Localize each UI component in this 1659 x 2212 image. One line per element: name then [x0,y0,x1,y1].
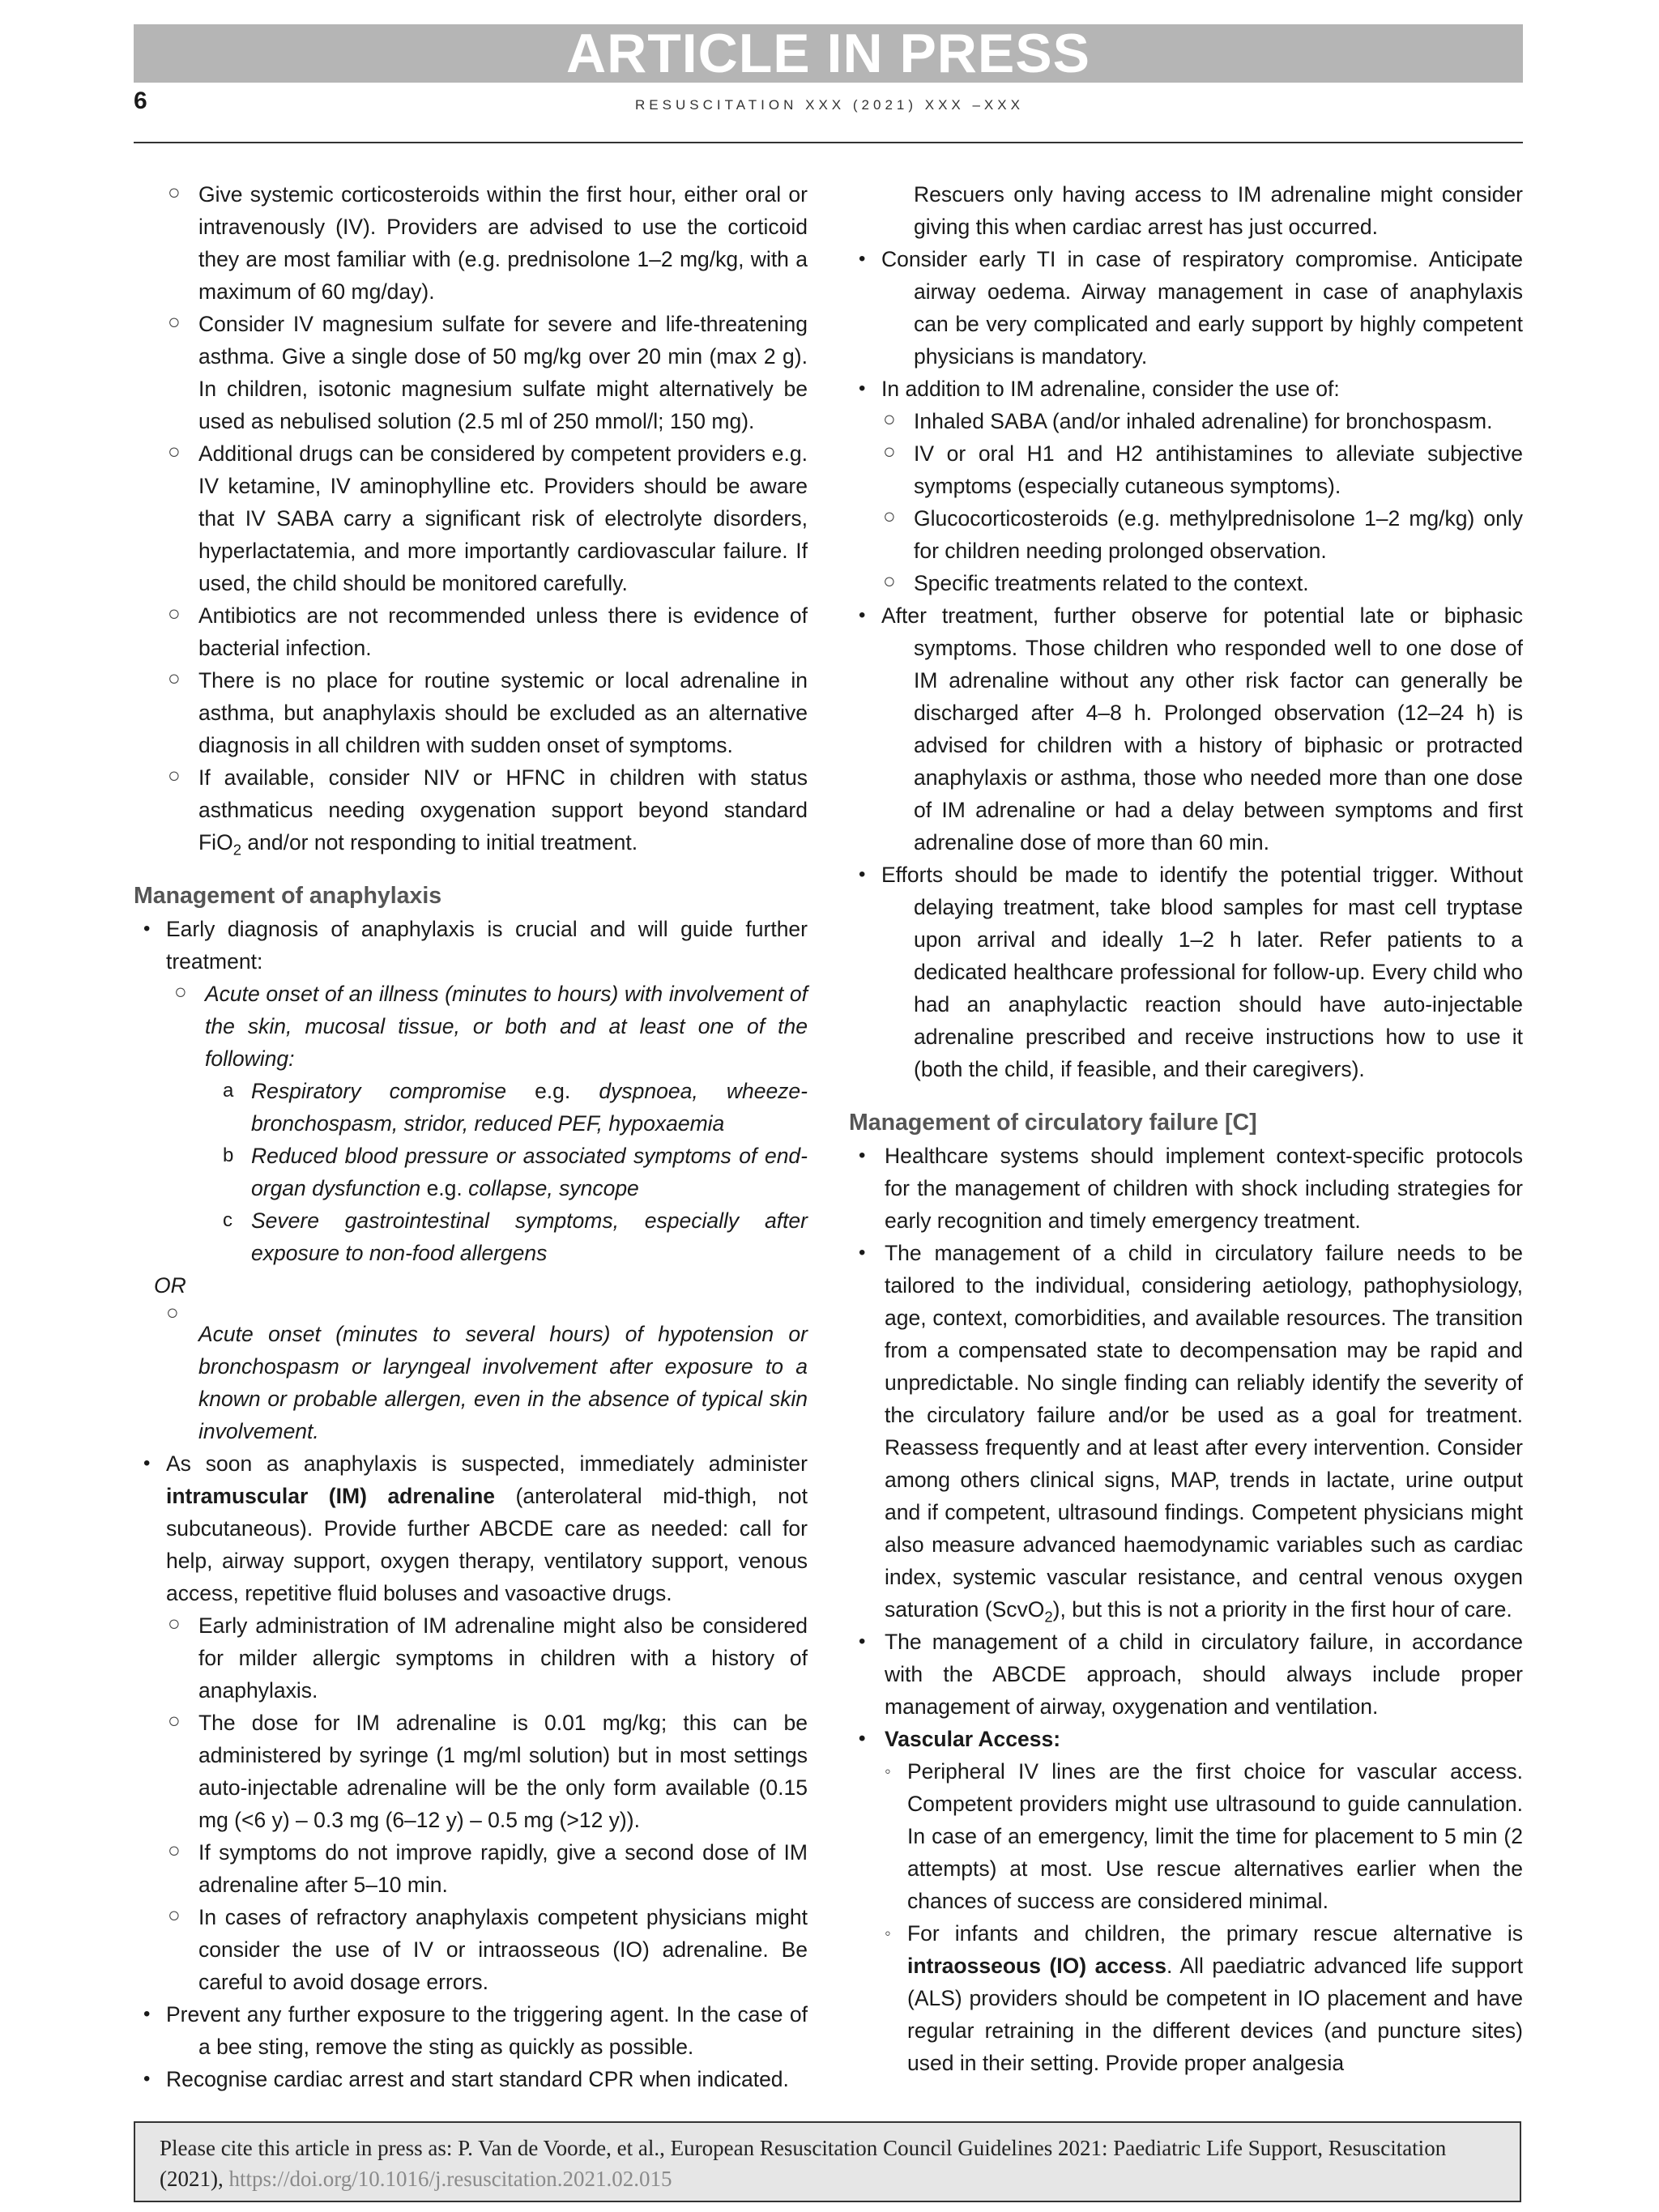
list-item: • Early diagnosis of anaphylaxis is crucial and will guide further treatment: [134,913,808,978]
list-item: • In addition to IM adrenaline, consider the use of: [849,373,1523,405]
right-column [849,178,1523,2079]
circle-bullet-icon: ○ [168,1708,181,1733]
bullet-icon: • [859,1728,866,1750]
circle-bullet-icon: ○ [168,439,181,463]
bullet-icon: • [859,1630,866,1652]
circle-bullet-icon: ○ [168,1838,181,1862]
list-item: • As soon as anaphylaxis is suspected, immediately administer intramuscular (IM) adrenaline (anterolateral mid-thigh, not subcutaneous). Provide further ABCDE care as needed: call for help, airway support, oxygen therapy, ventilatory support, venous access, repetitive fluid boluses and vasoactive drugs. [134,1447,808,1609]
circle-bullet-icon: ○ [883,504,896,528]
doi-link[interactable]: https://doi.org/10.1016/j.resuscitation.2021.02.015 [228,2167,672,2191]
list-item: ○ Antibiotics are not recommended unless there is evidence of bacterial infection. [134,599,808,664]
small-circle-bullet-icon: ◦ [885,1761,891,1781]
list-item: ○ Give systemic corticosteroids within the first hour, either oral or intravenously (IV). Providers are advised to use the corticoid they are most familiar with (e.g. prednisolone 1–2 mg/kg, with a maximum of 60 mg/day). [134,178,808,308]
sub-item-marker: a [223,1080,234,1102]
bullet-icon: • [859,1242,866,1264]
citation-text: Please cite this article in press as: P. Van de Voorde, et al., European Resuscitation Council Guidelines 2021: Paediatric Life Support, Resuscitation (2021), [160,2136,1447,2191]
header-divider [134,142,1523,143]
circle-bullet-icon: ○ [168,309,181,334]
circle-bullet-icon: ○ [166,1300,179,1324]
list-item: ◦ For infants and children, the primary rescue alternative is intraosseous (IO) access. All paediatric advanced life support (ALS) providers should be competent in IO placement and have regular retraining in the different devices (and puncture sites) used in their setting. Provide proper analgesia [849,1917,1523,2079]
bullet-icon: • [859,863,866,885]
banner-text: ARTICLE IN PRESS [566,23,1090,84]
list-item: • Efforts should be made to identify the potential trigger. Without delaying treatment, take blood samples for mast cell tryptase upon arrival and ideally 1–2 h later. Refer patients to a dedicated healthcare professional for follow-up. Every child who had an anaphylactic reaction should have auto-injectable adrenaline prescribed and receive instructions how to use it (both the child, if feasible, and their caregivers). [849,859,1523,1085]
list-item: ○ Additional drugs can be considered by competent providers e.g. IV ketamine, IV aminophylline etc. Providers should be aware that IV SABA carry a significant risk of electrolyte disorders, hyperlactatemia, and more importantly cardiovascular failure. If used, the child should be monitored carefully. [134,437,808,599]
list-item: ○ If symptoms do not improve rapidly, give a second dose of IM adrenaline after 5–10 min. [134,1836,808,1901]
list-item: ◦ Peripheral IV lines are the first choice for vascular access. Competent providers might use ultrasound to guide cannulation. In case of an emergency, limit the time for placement to 5 min (2 attempts) at most. Use rescue alternatives earlier when the chances of success are considered minimal. [849,1755,1523,1917]
circle-bullet-icon: ○ [883,439,896,463]
circle-bullet-icon: ○ [168,1611,181,1635]
bullet-icon: • [143,1452,151,1474]
list-item: ○ There is no place for routine systemic or local adrenaline in asthma, but anaphylaxis should be excluded as an alternative diagnosis in all children with sudden onset of symptoms. [134,664,808,761]
circle-bullet-icon: ○ [168,763,181,787]
bullet-icon: • [143,2068,151,2090]
list-item: • Vascular Access: [849,1723,1523,1755]
list-item: ○ Inhaled SABA (and/or inhaled adrenaline) for bronchospasm. [849,405,1523,437]
list-item: • The management of a child in circulatory failure, in accordance with the ABCDE approach, should always include proper management of airway, oxygenation and ventilation. [849,1626,1523,1723]
bullet-icon: • [859,248,866,270]
sub-list-item: c Severe gastrointestinal symptoms, especially after exposure to non-food allergens [134,1204,808,1269]
circle-bullet-icon: ○ [168,1903,181,1927]
bullet-icon: • [859,604,866,626]
list-item: • Healthcare systems should implement context-specific protocols for the management of children with shock including strategies for early recognition and timely emergency treatment. [849,1140,1523,1237]
circle-bullet-icon: ○ [168,601,181,625]
list-item: • Consider early TI in case of respiratory compromise. Anticipate airway oedema. Airway management in case of anaphylaxis can be very complicated and early support by highly competent physicians is mandatory. [849,243,1523,373]
list-item: ○ Early administration of IM adrenaline might also be considered for milder allergic symptoms in children with a history of anaphylaxis. [134,1609,808,1707]
citation-box [134,2121,1521,2202]
list-item: ○ If available, consider NIV or HFNC in children with status asthmaticus needing oxygenation support beyond standard FiO$_2$ and/or not responding to initial treatment. [134,761,808,859]
article-in-press-banner [134,24,1523,83]
sub-list-item: a Respiratory compromise e.g. dyspnoea, wheeze-bronchospasm, stridor, reduced PEF, hypoxaemia [134,1075,808,1140]
bullet-icon: • [143,918,151,940]
list-item: • After treatment, further observe for potential late or biphasic symptoms. Those children who responded well to one dose of IM adrenaline without any other risk factor can generally be discharged after 4–8 h. Prolonged observation (12–24 h) is advised for children with a history of biphasic or protracted anaphylaxis or asthma, those who needed more than one dose of IM adrenaline or had a delay between symptoms and first adrenaline dose of more than 60 min. [849,599,1523,859]
list-item: ○ Specific treatments related to the context. [849,567,1523,599]
list-item: ○ In cases of refractory anaphylaxis competent physicians might consider the use of IV or intraosseous (IO) adrenaline. Be careful to avoid dosage errors. [134,1901,808,1998]
list-item: ○ IV or oral H1 and H2 antihistamines to alleviate subjective symptoms (especially cutaneous symptoms). [849,437,1523,502]
section-heading-circulatory-failure: Management of circulatory failure [C] [849,1110,1257,1136]
circle-bullet-icon: ○ [883,569,896,593]
bullet-icon: • [859,377,866,399]
circle-bullet-icon: ○ [168,180,181,204]
circle-bullet-icon: ○ [174,979,187,1004]
left-column [134,178,808,2095]
list-item: ○ Consider IV magnesium sulfate for severe and life-threatening asthma. Give a single dose of 50 mg/kg over 20 min (max 2 g). In children, isotonic magnesium sulfate might alternatively be used as nebulised solution (2.5 ml of 250 mmol/l; 150 mg). [134,308,808,437]
section-heading-anaphylaxis: Management of anaphylaxis [134,883,442,909]
bullet-icon: • [859,1144,866,1166]
or-label: OR [154,1273,186,1298]
sub-list-item: b Reduced blood pressure or associated symptoms of end-organ dysfunction e.g. collapse, syncope [134,1140,808,1204]
list-item: ○ Glucocorticosteroids (e.g. methylprednisolone 1–2 mg/kg) only for children needing prolonged observation. [849,502,1523,567]
list-item: ○ Acute onset of an illness (minutes to hours) with involvement of the skin, mucosal tissue, or both and at least one of the following: [134,978,808,1075]
sub-item-marker: c [223,1209,232,1231]
list-item: Acute onset (minutes to several hours) of hypotension or bronchospasm or laryngeal involvement after exposure to a known or probable allergen, even in the absence of typical skin involvement. [198,1322,808,1443]
page-number: 6 [134,87,147,114]
journal-running-head: RESUSCITATION XXX (2021) XXX –XXX [635,97,1024,113]
list-item: ○ The dose for IM adrenaline is 0.01 mg/kg; this can be administered by syringe (1 mg/ml solution) but in most settings auto-injectable adrenaline will be the only form available (0.15 mg (<6 y) – 0.3 mg (6–12 y) – 0.5 mg (>12 y)). [134,1707,808,1836]
circle-bullet-icon: ○ [168,666,181,690]
sub-item-marker: b [223,1144,234,1166]
bullet-icon: • [143,2003,151,2025]
list-item: • Recognise cardiac arrest and start standard CPR when indicated. [134,2063,808,2095]
list-item: • Prevent any further exposure to the triggering agent. In the case of a bee sting, remove the sting as quickly as possible. [134,1998,808,2063]
list-item: • The management of a child in circulatory failure needs to be tailored to the individual, considering aetiology, pathophysiology, age, context, comorbidities, and available resources. The transition from a compensated state to decompensation may be rapid and unpredictable. No single finding can reliably identify the severity of the circulatory failure and/or be used as a goal for treatment. Reassess frequently and at least after every intervention. Consider among others clinical signs, MAP, trends in lactate, urine output and if competent, ultrasound findings. Competent physicians might also measure advanced haemodynamic variables such as cardiac index, systemic vascular resistance, and central venous oxygen saturation (ScvO$_2$), but this is not a priority in the first hour of care. [849,1237,1523,1626]
continued-text: Rescuers only having access to IM adrenaline might consider giving this when cardiac arrest has just occurred. [914,182,1523,239]
small-circle-bullet-icon: ◦ [885,1923,891,1943]
circle-bullet-icon: ○ [883,407,896,431]
